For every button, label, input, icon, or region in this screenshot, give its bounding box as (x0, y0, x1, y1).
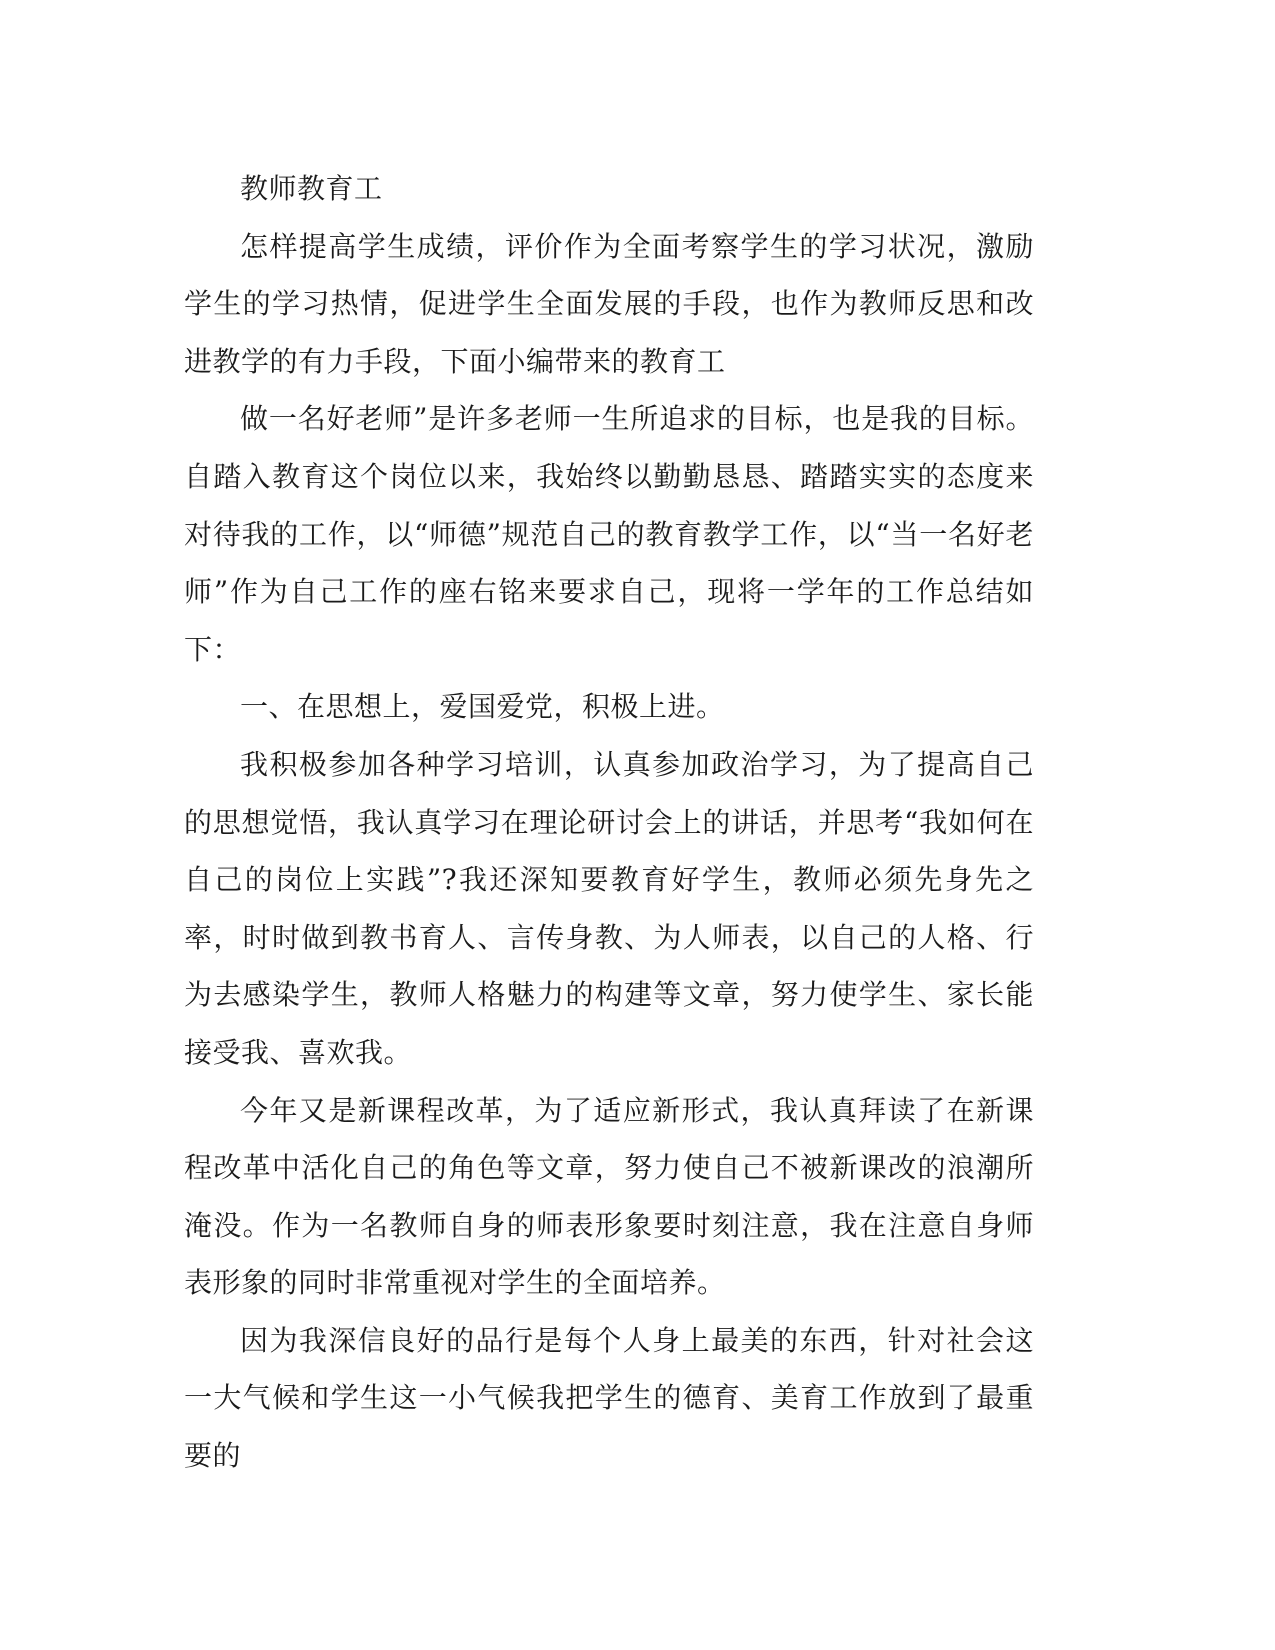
paragraph-moral: 因为我深信良好的品行是每个人身上最美的东西，针对社会这一大气候和学生这一小气候我把学生的德育、美育工作放到了最重要的 (184, 1323, 1034, 1473)
paragraph-intro: 怎样提高学生成绩，评价作为全面考察学生的学习状况，激励学生的学习热情，促进学生全面发展的手段，也作为教师反思和改进教学的有力手段，下面小编带来的教育工 (184, 229, 1034, 378)
section-heading-1: 一、在思想上，爱国爱党，积极上进。 (240, 690, 725, 724)
paragraph-goal: 做一名好老师”是许多老师一生所追求的目标，也是我的目标。自踏入教育这个岗位以来，我始终以勤勤恳恳、踏踏实实的态度来对待我的工作，以“师德”规范自己的教育教学工作，以“当一名好老师”作为自己工作的座右铭来要求自己，现将一学年的工作总结如下： (184, 402, 1034, 666)
paragraph-study: 我积极参加各种学习培训，认真参加政治学习，为了提高自己的思想觉悟，我认真学习在理论研讨会上的讲话，并思考“我如何在自己的岗位上实践”?我还深知要教育好学生，教师必须先身先之率，时时做到教书育人、言传身教、为人师表，以自己的人格、行为去感染学生，教师人格魅力的构建等文章，努力使学生、家长能接受我、喜欢我。 (184, 747, 1034, 1069)
document-body (184, 160, 1034, 1485)
document-title: 教师教育工 (240, 172, 383, 205)
paragraph-reform: 今年又是新课程改革，为了适应新形式，我认真拜读了在新课程改革中活化自己的角色等文章，努力使自己不被新课改的浪潮所淹没。作为一名教师自身的师表形象要时刻注意，我在注意自身师表形象的同时非常重视对学生的全面培养。 (184, 1093, 1034, 1300)
